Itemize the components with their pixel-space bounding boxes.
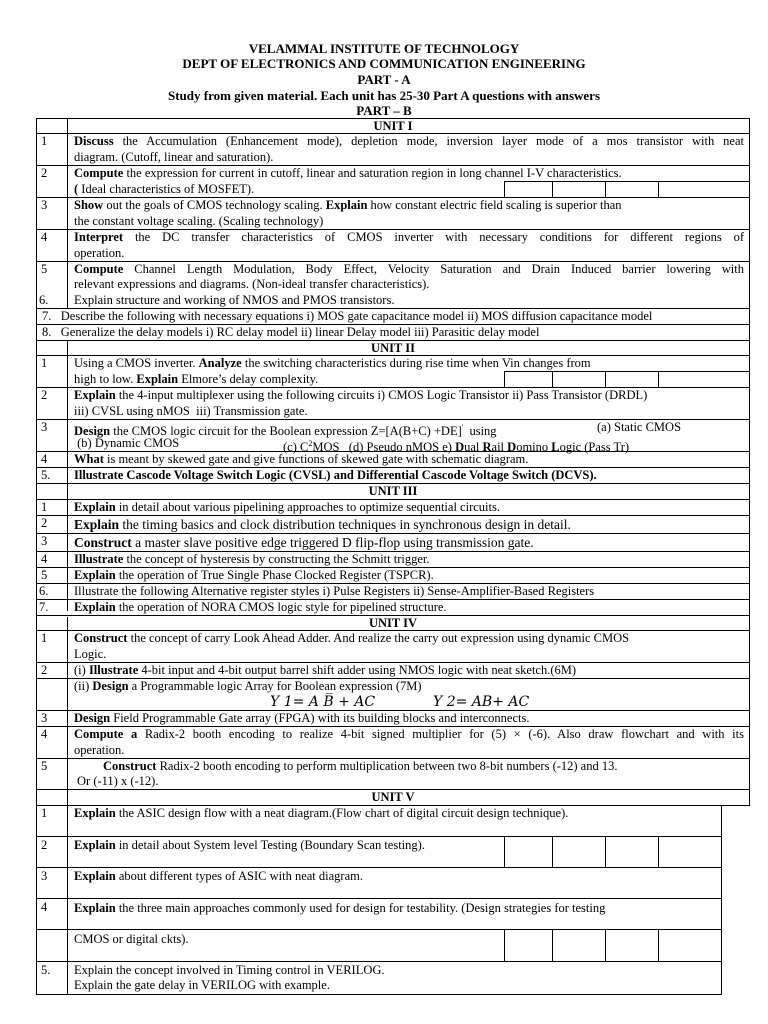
question-text: CMOS or digital ckts). xyxy=(74,932,189,946)
question-number: 4 xyxy=(41,552,48,566)
unit-heading: UNIT III xyxy=(368,484,418,498)
part-a-instruction: Study from given material. Each unit has 25-30 Part A questions with answers xyxy=(167,88,601,103)
unit-heading: UNIT V xyxy=(371,790,415,804)
question-text: iii) CVSL using nMOS iii) Transmission gate. xyxy=(74,404,308,418)
question-number: 4 xyxy=(41,452,48,466)
question-number: 6. xyxy=(39,293,49,307)
question-text: (b) Dynamic CMOS xyxy=(74,436,180,450)
question-number: 1 xyxy=(41,631,48,645)
question-number: 4 xyxy=(41,727,48,741)
question-number: 3 xyxy=(41,534,48,548)
question-text: 7. Describe the following with necessary equations i) MOS gate capacitance model ii) MOS diffusion capacitance model xyxy=(42,309,653,323)
question-number: 3 xyxy=(41,420,48,434)
question-text: (a) Static CMOS xyxy=(597,420,682,434)
question-text: Compute the expression for current in cutoff, linear and saturation region in long channel I-V characteristics. xyxy=(74,166,622,180)
question-text: Construct a master slave positive edge triggered D flip-flop using transmission gate. xyxy=(74,535,534,550)
question-text: Explain the three main approaches commonly used for design for testability. (Design strategies for testing xyxy=(74,901,606,915)
question-text: Explain the timing basics and clock distribution techniques in synchronous design in detail. xyxy=(74,517,571,532)
question-number: 4 xyxy=(41,900,48,914)
question-number: 2 xyxy=(41,516,48,530)
question-text: Construct the concept of carry Look Ahead Adder. And realize the carry out expression using dynamic CMOS xyxy=(74,631,630,645)
part-a-heading: PART - A xyxy=(357,72,411,87)
question-text: Interpret the DC transfer characteristics of CMOS inverter with necessary conditions for different regions of xyxy=(74,230,744,244)
question-text: Logic. xyxy=(74,647,107,661)
question-number: 5. xyxy=(41,963,51,977)
question-number: 3 xyxy=(41,869,48,883)
question-text: Discuss the Accumulation (Enhancement mode), depletion mode, inversion layer mode of a mos transistor with neat xyxy=(74,134,744,148)
question-number: 1 xyxy=(41,356,48,370)
question-text: diagram. (Cutoff, linear and saturation). xyxy=(74,150,274,164)
question-number: 3 xyxy=(41,198,48,212)
question-text: Illustrate the following Alternative register styles i) Pulse Registers ii) Sense-Amplifier-Based Registers xyxy=(74,584,595,598)
question-text: Design Field Programmable Gate array (FPGA) with its building blocks and interconnects. xyxy=(74,711,530,725)
question-number: 6. xyxy=(39,584,49,598)
unit-heading: UNIT I xyxy=(373,119,413,133)
question-number: 1 xyxy=(41,500,48,514)
question-text: ( Ideal characteristics of MOSFET). xyxy=(74,182,255,196)
question-text: Explain the operation of NORA CMOS logic style for pipelined structure. xyxy=(74,600,447,614)
question-text: Explain in detail about System level Testing (Boundary Scan testing). xyxy=(74,838,425,852)
question-number: 3 xyxy=(41,711,48,725)
question-text: Design the CMOS logic circuit for the Boolean expression Z=[A(B+C) +DE]' using xyxy=(74,423,497,439)
question-text: operation. xyxy=(74,743,125,757)
unit-heading: UNIT II xyxy=(371,341,415,355)
question-text: Explain the concept involved in Timing control in VERILOG. xyxy=(74,963,385,977)
question-text: relevant expressions and diagrams. (Non-ideal transfer characteristics). xyxy=(74,277,430,291)
question-text: (ii) Design a Programmable logic Array for Boolean expression (7M) xyxy=(74,679,422,693)
question-text: high to low. Explain Elmore’s delay complexity. xyxy=(74,372,319,386)
question-text: (i) Illustrate 4-bit input and 4-bit output barrel shift adder using NMOS logic with neat sketch.(6M) xyxy=(74,663,577,677)
question-text: Using a CMOS inverter. Analyze the switching characteristics during rise time when Vin changes from xyxy=(74,356,591,370)
question-text: the constant voltage scaling. (Scaling technology) xyxy=(74,214,324,228)
question-text: Explain structure and working of NMOS and PMOS transistors. xyxy=(74,293,395,307)
question-text: Illustrate Cascode Voltage Switch Logic (CVSL) and Differential Cascode Voltage Switch (DCVS). xyxy=(74,468,597,482)
department-name: DEPT OF ELECTRONICS AND COMMUNICATION ENGINEERING xyxy=(182,56,586,71)
question-text: (c) $C^2MOS$ (d) Pseudo nMOS e) Dual Rail Domino Logic (Pass Tr) xyxy=(283,439,630,455)
question-text: What is meant by skewed gate and give functions of skewed gate with schematic diagram. xyxy=(74,452,529,466)
question-text: Compute a Radix-2 booth encoding to realize 4-bit signed multiplier for (5) × (-6). Also draw flowchart and with its xyxy=(74,727,744,741)
question-number: 2 xyxy=(41,663,48,677)
question-text: Illustrate the concept of hysteresis by constructing the Schmitt trigger. xyxy=(74,552,430,566)
question-number: 5 xyxy=(41,262,48,276)
question-text: Explain the gate delay in VERILOG with example. xyxy=(74,978,330,992)
question-number: 4 xyxy=(41,230,48,244)
question-number: 5 xyxy=(41,759,48,773)
question-text: 8. Generalize the delay models i) RC delay model ii) linear Delay model iii) Parasitic delay model xyxy=(42,325,540,339)
question-text: Show out the goals of CMOS technology scaling. Explain how constant electric field scaling is superior than xyxy=(74,198,622,212)
boolean-equation: Y 2= AB+ AC xyxy=(433,694,530,710)
question-text: Explain about different types of ASIC with neat diagram. xyxy=(74,869,363,883)
question-text: Explain the 4-input multiplexer using the following circuits i) CMOS Logic Transistor ii) Pass Transistor (DRDL) xyxy=(74,388,648,402)
question-text: Construct Radix-2 booth encoding to perform multiplication between two 8-bit numbers (-12) and 13. xyxy=(103,759,618,773)
unit-heading: UNIT IV xyxy=(368,616,418,630)
question-number: 1 xyxy=(41,806,48,820)
boolean-equation: Y 1= A B̅ + AC xyxy=(270,694,376,710)
question-text: Compute Channel Length Modulation, Body Effect, Velocity Saturation and Drain Induced barrier lowering with xyxy=(74,262,744,276)
question-text: Explain the ASIC design flow with a neat diagram.(Flow chart of digital circuit design technique). xyxy=(74,806,569,820)
question-text: Explain in detail about various pipelining approaches to optimize sequential circuits. xyxy=(74,500,500,514)
institute-name: VELAMMAL INSTITUTE OF TECHNOLOGY xyxy=(248,41,520,56)
question-number: 5. xyxy=(41,468,51,482)
question-number: 2 xyxy=(41,166,48,180)
question-text: Explain the operation of True Single Phase Clocked Register (TSPCR). xyxy=(74,568,434,582)
question-number: 1 xyxy=(41,134,48,148)
question-number: 5 xyxy=(41,568,48,582)
part-b-heading: PART – B xyxy=(356,103,412,118)
question-text: Or (-11) x (-12). xyxy=(77,774,159,788)
question-number: 2 xyxy=(41,838,48,852)
question-text: operation. xyxy=(74,246,125,260)
question-number: 2 xyxy=(41,388,48,402)
question-number: 7. xyxy=(39,600,49,614)
